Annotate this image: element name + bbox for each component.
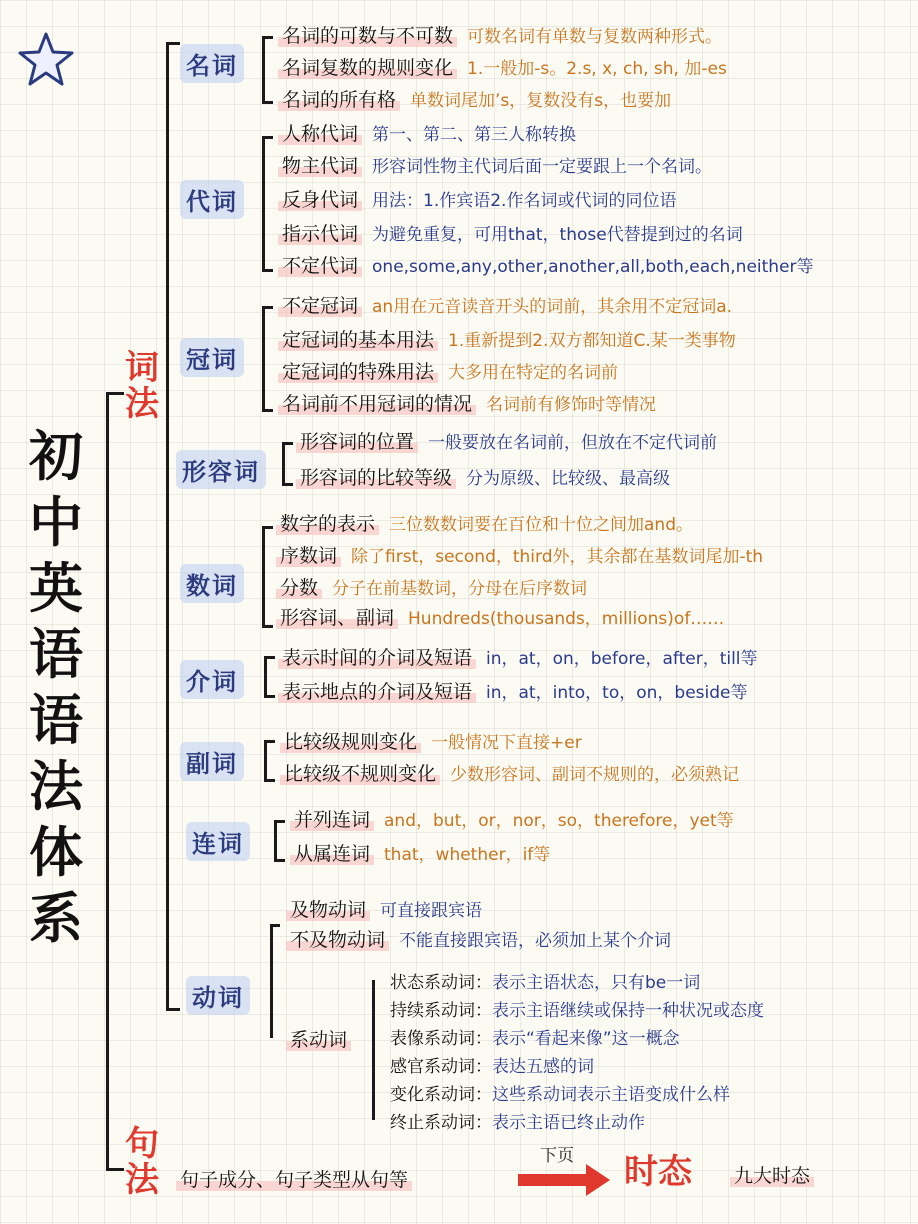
category-article: 冠词	[180, 338, 244, 377]
sentence-components-text: 句子成分、句子类型从句等	[176, 1168, 412, 1192]
branch-label-cifa: 词 法	[125, 348, 159, 424]
bracket	[274, 820, 285, 862]
list-item: 名词的可数与不可数 可数名词有单数与复数两种形式。	[278, 24, 722, 49]
list-item: 感官系动词：表达五感的词	[390, 1057, 594, 1077]
category-adjective: 形容词	[176, 450, 266, 489]
list-item: 物主代词 形容词性物主代词后面一定要跟上一个名词。	[278, 154, 712, 179]
category-preposition: 介词	[180, 660, 244, 699]
list-item: 数字的表示 三位数数词要在百位和十位之间加and。	[276, 512, 693, 537]
list-item: 定冠词的基本用法 1.重新提到2.双方都知道C.某一类事物	[278, 328, 736, 353]
list-item: 不定代词 one,some,any,other,another,all,both,each,neither等	[278, 254, 814, 279]
list-item: 比较级规则变化 一般情况下直接+er	[280, 730, 582, 755]
list-item: 表像系动词：表示“看起来像”这一概念	[390, 1029, 680, 1049]
bracket	[262, 136, 273, 272]
category-noun: 名词	[180, 44, 244, 83]
list-item: 终止系动词：表示主语已终止动作	[390, 1113, 645, 1133]
category-connector	[166, 1008, 180, 1011]
list-item: 名词的所有格 单数词尾加’s，复数没有s，也要加	[278, 88, 671, 113]
bracket	[262, 526, 273, 628]
bracket	[262, 306, 273, 412]
list-item: 表示地点的介词及短语 in，at，into，to，on，beside等	[278, 680, 747, 705]
list-item: 比较级不规则变化 少数形容词、副词不规则的，必须熟记	[280, 762, 739, 787]
tree-trunk-line	[106, 392, 109, 1170]
bracket	[264, 740, 275, 782]
tense-subtitle: 九大时态	[730, 1164, 814, 1188]
category-connector	[166, 42, 180, 45]
list-item: 名词复数的规则变化 1.一般加-s。2.s, x, ch, sh, 加-es	[278, 56, 727, 81]
page-title: 初 中 英 语 语 法 体 系	[29, 425, 83, 950]
list-item: 持续系动词：表示主语继续或保持一种状况或态度	[390, 1001, 764, 1021]
linking-bracket-line	[372, 980, 375, 1120]
list-item: 形容词的位置 一般要放在名词前，但放在不定代词前	[296, 430, 717, 455]
verb-connector	[270, 924, 280, 927]
branch-label-jufa: 句 法	[125, 1124, 159, 1200]
arrow-right-icon	[518, 1162, 612, 1198]
bracket	[262, 36, 273, 104]
bracket	[282, 442, 293, 486]
category-adverb: 副词	[180, 742, 244, 781]
list-item: 不定冠词 an用在元音读音开头的词前，其余用不定冠词a.	[278, 294, 732, 319]
list-item: 从属连词 that，whether，if等	[290, 842, 550, 867]
list-item: 形容词、副词 Hundreds(thousands，millions)of……	[276, 606, 724, 631]
list-item: 状态系动词：表示主语状态，只有be一词	[390, 973, 701, 993]
list-item: 名词前不用冠词的情况 名词前有修饰时等情况	[278, 392, 656, 417]
list-item: 不及物动词 不能直接跟宾语，必须加上某个介词	[286, 928, 671, 953]
list-item: 形容词的比较等级 分为原级、比较级、最高级	[296, 466, 670, 491]
next-page-label: 下页	[540, 1146, 574, 1166]
category-verb: 动词	[186, 976, 250, 1015]
bracket	[264, 656, 275, 698]
star-icon	[16, 30, 76, 90]
list-item: 并列连词 and，but，or，nor，so，therefore，yet等	[290, 808, 734, 833]
list-item: 反身代词 用法：1.作宾语2.作名词或代词的同位语	[278, 188, 676, 213]
category-conjunction: 连词	[186, 822, 250, 861]
list-item: 人称代词 第一、第二、第三人称转换	[278, 122, 576, 147]
list-item: 分数 分子在前基数词，分母在后序数词	[276, 576, 587, 601]
tense-title: 时态	[624, 1152, 692, 1192]
list-item: 及物动词 可直接跟宾语	[286, 898, 482, 923]
category-pronoun: 代词	[180, 180, 244, 219]
list-item: 变化系动词：这些系动词表示主语变成什么样	[390, 1085, 730, 1105]
category-trunk-line	[166, 42, 169, 1010]
linking-verb-label: 系动词	[286, 1028, 351, 1052]
verb-bracket-line	[270, 924, 273, 1038]
category-numeral: 数词	[180, 564, 244, 603]
list-item: 表示时间的介词及短语 in，at，on，before，after，till等	[278, 646, 758, 671]
list-item: 定冠词的特殊用法 大多用在特定的名词前	[278, 360, 618, 385]
list-item: 序数词 除了first，second，third外，其余都在基数词尾加-th	[276, 544, 763, 569]
list-item: 指示代词 为避免重复，可用that，those代替提到过的名词	[278, 222, 743, 247]
